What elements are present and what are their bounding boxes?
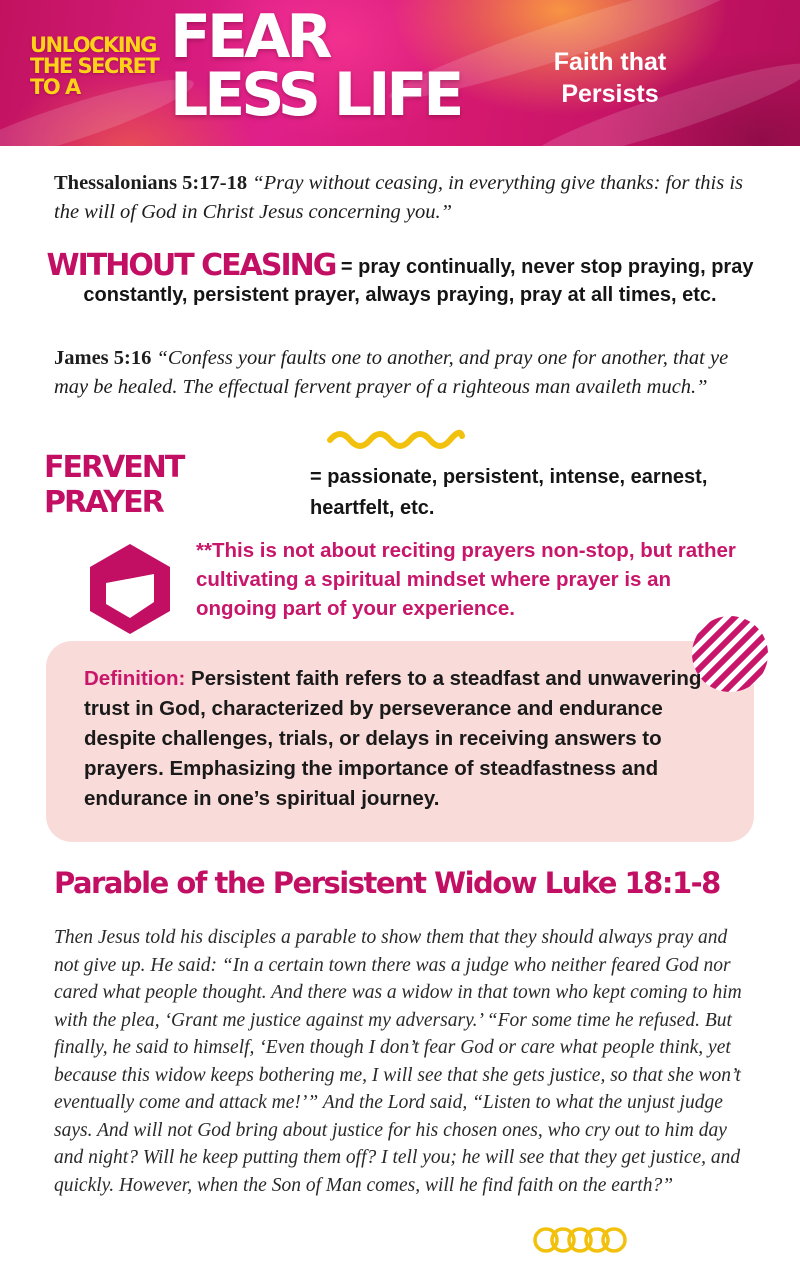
series-title-line: Faith that (553, 48, 667, 76)
term-definition: = pray continually, never stop praying, pray constantly, persistent prayer, always praying, pray at all times, etc. (83, 256, 754, 306)
parable-text: Then Jesus told his disciples a parable to show them that they should always pray and not give up. He said: “In a certain town there was a judge who neither feared God nor cared what people thought. And there was a widow in that town who kept coming to him with the plea, ‘Grant me justice against my adversary.’ “For some time he refused. But finally, he said to himself, ‘Even though I don’t fear God or care what people think, yet because this widow keeps bothering me, I will see that she gets justice, so that she won’t eventually come and attack me!’” And the Lord said, “Listen to what the unjust judge says. And will not God bring about justice for his chosen ones, who cry out to him day and night? Will he keep putting them off? I tell you; he will see that they get justice, and quickly. However, when the Son of Man comes, will he find faith on the earth?” (54, 927, 742, 1196)
term-without-ceasing (30, 248, 770, 309)
verse-thessalonians (54, 169, 754, 227)
header-title (170, 2, 461, 130)
squiggle-icon (326, 424, 466, 450)
kicker-line: UNLOCKING (30, 33, 156, 57)
title-line: LESS LIFE (170, 60, 461, 130)
hexagon-icon (86, 540, 174, 638)
definition-text (84, 664, 724, 814)
verse-reference: Thessalonians 5:17-18 (54, 172, 248, 194)
definition-body: Persistent faith refers to a steadfast and unwavering trust in God, characterized by perseverance and endurance despite challenges, trials, or delays in receiving answers to prayers. Emphasizing the importance of steadfastness and endurance in one’s spiritual journey. (84, 667, 702, 810)
term-definition: = passionate, persistent, intense, earnest, heartfelt, etc. (310, 466, 708, 519)
kicker-line: THE SECRET (30, 54, 159, 78)
kicker-line: TO A (30, 75, 80, 99)
verse-james (54, 344, 754, 402)
term-fervent-prayer-word (44, 450, 304, 520)
term-word: FERVENT PRAYER (44, 450, 184, 520)
rings-icon (532, 1226, 628, 1254)
title-line: FEAR (170, 2, 329, 72)
series-title-line: Persists (561, 80, 659, 108)
verse-reference: James 5:16 (54, 347, 152, 369)
parable-title: Parable of the Persistent Widow Luke 18:1-8 (54, 866, 720, 900)
series-title (530, 46, 690, 110)
term-word: WITHOUT CEASING (46, 248, 336, 283)
verse-quote: “Pray without ceasing, in everything give thanks: for this is the will of God in Christ Jesus concerning you.” (54, 172, 744, 223)
prayer-note: **This is not about reciting prayers non-stop, but rather cultivating a spiritual mindset where prayer is an ongoing part of your experience. (196, 539, 736, 620)
header-kicker (30, 35, 170, 98)
definition-label: Definition: (84, 667, 186, 690)
term-fervent-prayer-definition (310, 462, 770, 524)
verse-quote: “Confess your faults one to another, and pray one for another, that ye may be healed. The effectual fervent prayer of a righteous man availeth much.” (54, 347, 729, 398)
header-banner (0, 0, 800, 146)
